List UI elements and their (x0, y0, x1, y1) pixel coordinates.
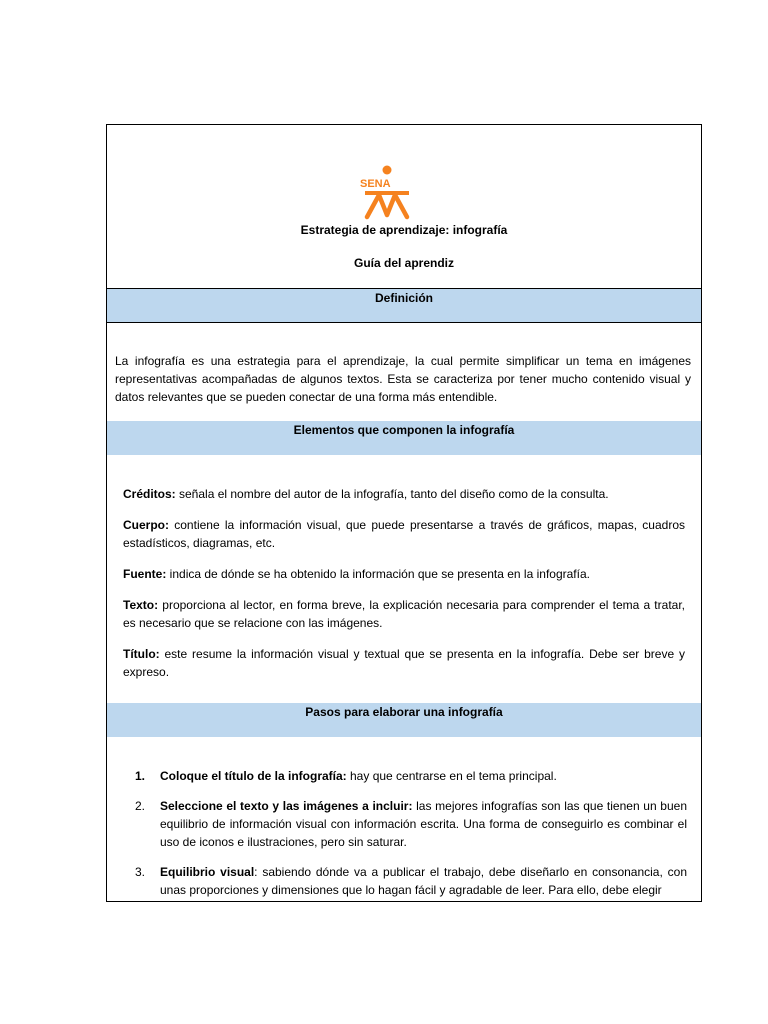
section-heading-pasos: Pasos para elaborar una infografía (107, 703, 701, 737)
step-description: : sabiendo dónde va a publicar el trabajo, debe diseñarlo en consonancia, con unas proporciones y dimensiones que lo hagan fácil y agradable de leer. Para ello, debe elegir (160, 865, 687, 897)
step-term: Seleccione el texto y las imágenes a incluir: (160, 799, 413, 813)
element-term: Créditos: (123, 487, 176, 501)
element-description: este resume la información visual y textual que se presenta en la infografía. Debe ser breve y expreso. (123, 647, 685, 679)
step-number: 2. (135, 799, 146, 813)
element-description: indica de dónde se ha obtenido la información que se presenta en la infografía. (166, 567, 590, 581)
element-term: Cuerpo: (123, 518, 169, 532)
step-term: Equilibrio visual (160, 865, 255, 879)
step-description: las mejores infografías son las que tienen un buen equilibrio de información visual con información escrita. Una forma de conseguirlo es combinar el uso de iconos e ilustraciones, pero sin saturar. (160, 799, 687, 849)
elements-cell (107, 455, 701, 703)
element-term: Texto: (123, 598, 159, 612)
element-term: Título: (123, 647, 160, 661)
guide-table (106, 124, 702, 902)
element-cuerpo (123, 516, 685, 552)
page-subtitle: Guía del aprendiz (353, 256, 455, 270)
element-description: señala el nombre del autor de la infografía, tanto del diseño como de la consulta. (175, 487, 609, 501)
section-heading-elementos: Elementos que componen la infografía (107, 421, 701, 455)
element-texto (123, 596, 685, 632)
step-item (135, 797, 687, 851)
step-item (135, 767, 687, 785)
element-titulo (123, 645, 685, 681)
step-number: 3. (135, 865, 146, 879)
steps-cell (107, 737, 701, 902)
element-description: contiene la información visual, que puede presentarse a través de gráficos, mapas, cuadros estadísticos, diagramas, etc. (123, 518, 685, 550)
element-creditos (123, 485, 685, 503)
section-heading-definicion: Definición (107, 289, 701, 323)
definition-cell (107, 323, 701, 421)
step-number: 1. (135, 769, 146, 783)
element-fuente (123, 565, 685, 583)
page-title: Estrategia de aprendizaje: infografía (300, 223, 508, 237)
step-description: hay que centrarse en el tema principal. (346, 769, 557, 783)
step-item (135, 863, 687, 899)
logo-text: SENA (360, 178, 391, 190)
elements-list (123, 485, 685, 694)
definition-text: La infografía es una estrategia para el aprendizaje, la cual permite simplificar un tema en imágenes representativas acompañadas de algunos textos. Esta se caracteriza por tener mucho contenido visual y datos relevantes que se pueden conectar de una forma más entendible. (115, 354, 691, 404)
element-description: proporciona al lector, en forma breve, la explicación necesaria para comprender el tema a tratar, es necesario que se relacione con las imágenes. (123, 598, 685, 630)
step-term: Coloque el título de la infografía: (160, 769, 347, 783)
element-term: Fuente: (123, 567, 167, 581)
steps-list (135, 767, 687, 902)
sena-logo (357, 165, 417, 221)
header-cell (107, 125, 701, 289)
